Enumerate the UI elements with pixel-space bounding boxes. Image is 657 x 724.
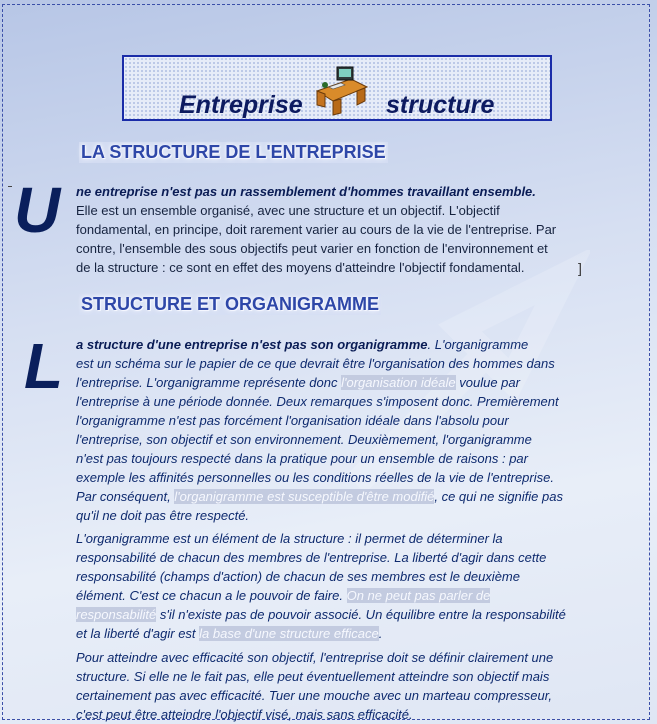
paragraph-line: ne entreprise n'est pas un rassemblement d'hommes travaillant ensemble. [76,184,536,199]
margin-mark [8,186,12,187]
text-run: , ce qui ne signifie pas [434,489,563,504]
paragraph-line: exemple les affinités personnelles ou les conditions réelles de la vie de l'entreprise. [76,470,554,485]
paragraph-line: structure. Si elle ne le fait pas, elle peut éventuellement atteindre son objectif mais [76,669,550,684]
text-run: l'entreprise. L'organigramme représente donc [76,375,342,390]
paragraph-line: l'entreprise, son objectif et son environnement. Deuxièmement, l'organigramme [76,432,532,447]
paragraph-line: qu'il ne doit pas être respecté. [76,508,250,523]
paragraph-line: Elle est un ensemble organisé, avec une structure et un objectif. L'objectif [76,203,500,218]
paragraph-line: est un schéma sur le papier de ce que devrait être l'organisation des hommes dans [76,356,555,371]
end-bracket: ] [578,260,582,276]
text-run: voulue par [455,375,520,390]
title-banner [122,55,552,121]
paragraph-line: responsabilité de chacun des membres de l'entreprise. La liberté d'agir dans cette [76,550,547,565]
office-desk-icon [311,61,371,117]
paragraph-line: Pour atteindre avec efficacité son objectif, l'entreprise doit se définir clairement une [76,650,554,665]
paragraph-responsabilite [76,529,566,643]
text-run: . L'organigramme [427,337,529,352]
paragraph-line: fondamental, en principe, doit rarement varier au cours de la vie de l'entreprise. Par [76,222,557,237]
paragraph-line: de la structure : ce sont en effet des moyens d'atteindre l'objectif fondamental. [76,260,525,275]
paragraph-line: certainement pas avec efficacité. Tuer une mouche avec un marteau compresseur, [76,688,552,703]
paragraph-line: l'entreprise à une période donnée. Deux remarques s'imposent donc. Premièrement [76,394,559,409]
highlight: responsabilité [76,607,157,622]
paragraph-line: responsabilité (champs d'action) de chacun de ses membres est le deuxième [76,569,520,584]
paragraph-structure-entreprise [76,182,556,277]
text-run: et la liberté d'agir est [76,626,200,641]
paragraph-line: c'est peut être atteindre l'objectif visé, mais sans efficacité. [76,707,413,722]
section-heading-structure-organigramme: STRUCTURE ET ORGANIGRAMME [81,294,379,314]
paragraph-line: n'est pas toujours respecté dans la pratique pour un ensemble de raisons : par [76,451,528,466]
text-run: Par conséquent, [76,489,175,504]
lead-phrase: a structure d'une entreprise n'est pas son organigramme [76,337,428,352]
highlight: la base d'une structure efficace [199,626,379,641]
highlight: l'organisation idéale [341,375,456,390]
paragraph-line: contre, l'ensemble des sous objectifs peut varier en fonction de l'environnement et [76,241,548,256]
paragraph-line: L'organigramme est un élément de la structure : il permet de déterminer la [76,531,503,546]
dropcap-l: L [24,330,64,402]
highlight: l'organigramme est susceptible d'être modifié [174,489,435,504]
highlight: On ne peut pas parler de [346,588,491,603]
text-run: s'il n'existe pas de pouvoir associé. Un équilibre entre la responsabilité [156,607,566,622]
section-heading-structure-entreprise: LA STRUCTURE DE L'ENTREPRISE [81,142,386,162]
title-word-structure: structure [386,91,495,119]
dropcap-u: U [14,174,61,246]
paragraph-efficacite [76,648,553,724]
text-run: élément. C'est ce chacun a le pouvoir de faire. [76,588,347,603]
paragraph-line: l'organigramme n'est pas forcément l'organisation idéale dans l'absolu pour [76,413,509,428]
title-word-entreprise: Entreprise [179,91,303,119]
text-run: . [378,626,383,641]
paragraph-organigramme [76,335,563,525]
